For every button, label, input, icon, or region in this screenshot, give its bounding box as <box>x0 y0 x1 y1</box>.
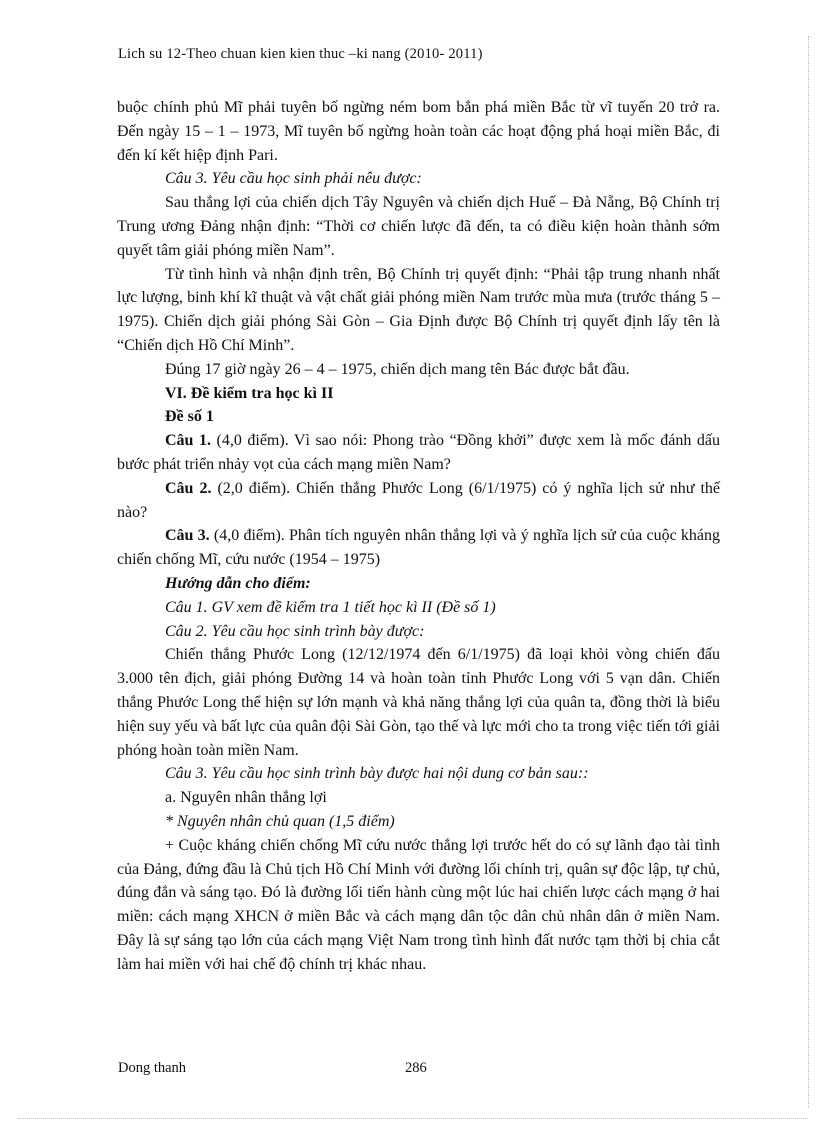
page-frame-right-edge <box>808 36 809 1108</box>
question-3-label: Câu 3. <box>165 527 210 545</box>
answer-q3-subjective-causes: * Nguyên nhân chủ quan (1,5 điểm) <box>165 812 395 830</box>
page-body <box>117 96 720 976</box>
paragraph-politburo-assessment: Sau thắng lợi của chiến dịch Tây Nguyên và chiến dịch Huế – Đà Nẵng, Bộ Chính trị Trung ương Đảng nhận định: “Thời cơ chiến lược đã đến, ta có điều kiện hoàn thành sớm quyết tâm giải phóng miền Nam”. <box>117 194 720 259</box>
answer-q3-heading: Câu 3. Yêu cầu học sinh phải nêu được: <box>165 170 422 188</box>
grading-guide-heading: Hướng dẫn cho điểm: <box>165 574 311 592</box>
paragraph-campaign-start: Đúng 17 giờ ngày 26 – 4 – 1975, chiến dịch mang tên Bác được bắt đầu. <box>165 360 630 378</box>
paragraph-bombing-halt: buộc chính phủ Mĩ phải tuyên bố ngừng ném bom bắn phá miền Bắc từ vĩ tuyến 20 trở ra. Đến ngày 15 – 1 – 1973, Mĩ tuyên bố ngừng hoàn toàn các hoạt động phá hoại miền Bắc, đi đến kí kết hiệp định Pari. <box>117 99 720 164</box>
question-2 <box>117 477 720 525</box>
section-heading-exam: VI. Đề kiểm tra học kì II <box>165 384 334 402</box>
question-2-label: Câu 2. <box>165 479 212 497</box>
footer-author: Dong thanh <box>118 1060 187 1076</box>
page-number: 286 <box>405 1060 427 1076</box>
question-1 <box>117 429 720 477</box>
paragraph-party-leadership: + Cuộc kháng chiến chống Mĩ cứu nước thắng lợi trước hết do có sự lãnh đạo tài tình của Đảng, đứng đầu là Chủ tịch Hồ Chí Minh với đường lối chính trị, quân sự độc lập, tự chủ, đúng đắn và sáng tạo. Đó là đường lối tiến hành cùng một lúc hai chiến lược cách mạng ở hai miền: cách mạng XHCN ở miền Bắc và cách mạng dân tộc dân chủ nhân dân ở miền Nam. Đây là sự sáng tạo lớn của cách mạng Việt Nam trong tình hình đất nước tạm thời bị chia cắt làm hai miền với hai chế độ chính trị khác nhau. <box>117 836 720 973</box>
question-2-text: (2,0 điểm). Chiến thắng Phước Long (6/1/1975) có ý nghĩa lịch sử như thế nào? <box>117 479 721 521</box>
paragraph-politburo-decision: Từ tình hình và nhận định trên, Bộ Chính trị quyết định: “Phải tập trung nhanh nhất lực lượng, binh khí kĩ thuật và vật chất giải phóng miền Nam trước mùa mưa (trước tháng 5 – 1975). Chiến dịch giải phóng Sài Gòn – Gia Định được Bộ Chính trị quyết định lấy tên là “Chiến dịch Hồ Chí Minh”. <box>117 265 720 354</box>
question-3 <box>117 524 720 572</box>
question-1-label: Câu 1. <box>165 432 211 450</box>
running-header: Lich su 12-Theo chuan kien kien thuc –ki nang (2010- 2011) <box>118 46 483 62</box>
answer-q1: Câu 1. GV xem đề kiểm tra 1 tiết học kì II (Đề số 1) <box>165 598 496 616</box>
answer-q3-requirement: Câu 3. Yêu cầu học sinh trình bày được hai nội dung cơ bản sau:: <box>165 765 589 783</box>
question-3-text: (4,0 điểm). Phân tích nguyên nhân thắng lợi và ý nghĩa lịch sử của cuộc kháng chiến chống Mĩ, cứu nước (1954 – 1975) <box>117 527 721 569</box>
answer-q2-heading: Câu 2. Yêu cầu học sinh trình bày được: <box>165 622 425 640</box>
page-frame-bottom-edge <box>18 1118 808 1119</box>
exam-number-heading: Đề số 1 <box>165 408 214 426</box>
paragraph-phuoc-long: Chiến thắng Phước Long (12/12/1974 đến 6/1/1975) đã loại khỏi vòng chiến đấu 3.000 tên địch, giải phóng Đường 14 và hoàn toàn tỉnh Phước Long với 5 vạn dân. Chiến thắng Phước Long thể hiện sự lớn mạnh và khả năng thắng lợi của quân ta, đồng thời là biểu hiện suy yếu và bất lực của quân đội Sài Gòn, tạo thế và lực mới cho ta trong việc tiến tới giải phóng hoàn toàn miền Nam. <box>117 646 720 759</box>
question-1-text: (4,0 điểm). Vì sao nói: Phong trào “Đồng khởi” được xem là mốc đánh dấu bước phát triển nhảy vọt của cách mạng miền Nam? <box>117 432 721 473</box>
answer-q3-part-a: a. Nguyên nhân thắng lợi <box>165 789 327 807</box>
